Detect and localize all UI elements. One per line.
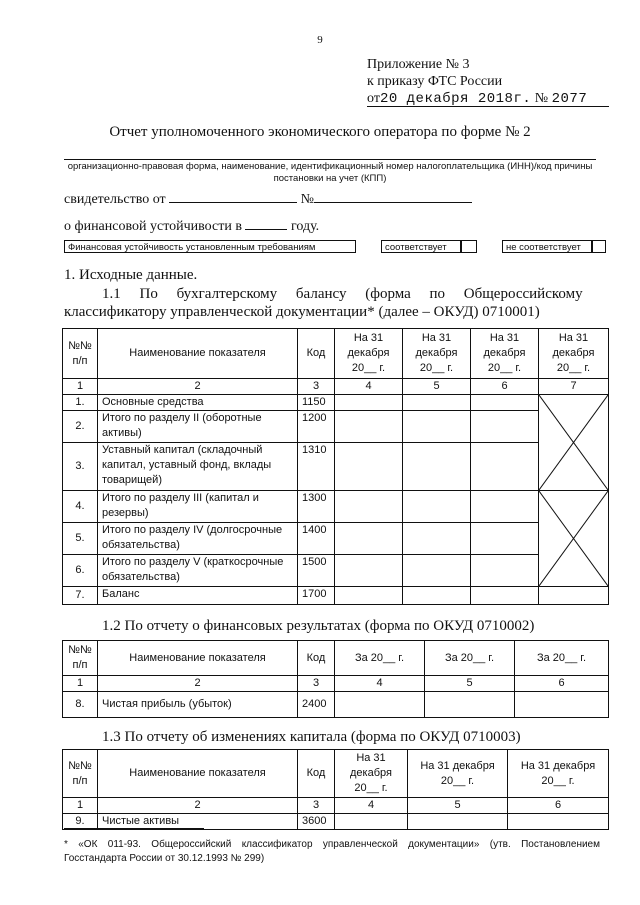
value-cell[interactable] <box>471 411 539 443</box>
option-yes-checkbox[interactable] <box>461 240 477 253</box>
stability-row <box>64 216 319 235</box>
index-cell: 2 <box>98 676 298 692</box>
date-prefix: от <box>367 91 380 106</box>
footnote-rule <box>64 828 204 829</box>
row-code: 3600 <box>298 814 335 830</box>
certificate-number-sign: № <box>300 192 314 207</box>
index-row <box>63 379 609 395</box>
value-cell[interactable] <box>403 443 471 491</box>
index-cell: 6 <box>471 379 539 395</box>
table-header-row <box>63 750 609 798</box>
section1-1-title-line1: 1.1 По бухгалтерскому балансу (форма по Общероссийскому <box>102 286 583 302</box>
row-num: 9. <box>63 814 98 830</box>
table-row <box>63 411 609 443</box>
header-col5: На 31 декабря 20__ г. <box>403 329 471 379</box>
report-title: Отчет уполномоченного экономического оператора по форме № 2 <box>109 124 531 140</box>
page-number: 9 <box>317 34 323 46</box>
table-row <box>63 587 609 605</box>
value-cell[interactable] <box>335 523 403 555</box>
index-cell: 4 <box>335 798 408 814</box>
value-cell[interactable] <box>335 555 403 587</box>
index-cell: 6 <box>508 798 609 814</box>
header-code: Код <box>298 329 335 379</box>
org-caption: организационно-правовая форма, наименование, идентификационный номер налогоплательщика (ИНН)/код причины постановки на учет (КПП) <box>67 161 593 184</box>
row-code: 1300 <box>298 491 335 523</box>
order-line-rule <box>367 106 609 107</box>
row-code: 1150 <box>298 395 335 411</box>
value-cell[interactable] <box>403 587 471 605</box>
value-cell[interactable] <box>408 814 508 830</box>
header-col4: На 31 декабря 20__ г. <box>335 750 408 798</box>
header-num: №№ п/п <box>63 329 98 379</box>
index-cell: 2 <box>98 379 298 395</box>
header-name: Наименование показателя <box>98 329 298 379</box>
option-yes-label: соответствует <box>381 240 461 253</box>
header-col4: На 31 декабря 20__ г. <box>335 329 403 379</box>
header-num: №№ п/п <box>63 750 98 798</box>
table-header-row <box>63 329 609 379</box>
value-cell[interactable] <box>335 692 425 718</box>
index-cell: 3 <box>298 676 335 692</box>
row-code: 1200 <box>298 411 335 443</box>
header-col7: На 31 декабря 20__ г. <box>539 329 609 379</box>
index-cell: 1 <box>63 798 98 814</box>
crossed-cell <box>539 491 609 587</box>
value-cell[interactable] <box>403 491 471 523</box>
value-cell[interactable] <box>471 491 539 523</box>
table-row <box>63 395 609 411</box>
index-cell: 5 <box>403 379 471 395</box>
certificate-row <box>64 189 472 208</box>
row-num: 7. <box>63 587 98 605</box>
value-cell[interactable] <box>471 523 539 555</box>
row-num: 6. <box>63 555 98 587</box>
index-cell: 7 <box>539 379 609 395</box>
value-cell[interactable] <box>425 692 515 718</box>
capital-changes-table <box>62 749 609 830</box>
value-cell[interactable] <box>403 395 471 411</box>
order-date: 20 декабря 2018г. <box>379 91 532 107</box>
cross-mark <box>539 491 608 586</box>
index-cell: 1 <box>63 676 98 692</box>
header-name: Наименование показателя <box>98 750 298 798</box>
value-cell[interactable] <box>403 411 471 443</box>
appendix-line2: к приказу ФТС России <box>367 74 503 89</box>
crossed-cell <box>539 395 609 491</box>
index-cell: 2 <box>98 798 298 814</box>
order-number-prefix: № <box>534 91 549 106</box>
header-col6: На 31 декабря 20__ г. <box>508 750 609 798</box>
index-cell: 1 <box>63 379 98 395</box>
row-code: 2400 <box>298 692 335 718</box>
index-cell: 5 <box>425 676 515 692</box>
table-row <box>63 443 609 491</box>
value-cell[interactable] <box>403 523 471 555</box>
header-col4: За 20__ г. <box>335 641 425 676</box>
row-num: 4. <box>63 491 98 523</box>
value-cell[interactable] <box>335 587 403 605</box>
header-col6: На 31 декабря 20__ г. <box>471 329 539 379</box>
row-num: 2. <box>63 411 98 443</box>
stability-check-label: Финансовая устойчивость установленным требованиям <box>64 240 356 253</box>
appendix-block <box>367 56 617 108</box>
appendix-line1: Приложение № 3 <box>367 57 470 72</box>
footnote: * «ОК 011-93. Общероссийский классификатор управленческой документации» (утв. Постановлением Госстандарта России от 30.12.1993 № 299) <box>64 839 600 864</box>
value-cell[interactable] <box>335 491 403 523</box>
stability-suffix: году. <box>290 219 320 234</box>
stability-year-field[interactable] <box>245 216 287 230</box>
section1-1-title-line2: классификатору управленческой документации* (далее – ОКУД) 0710001) <box>64 304 540 320</box>
row-name: Итого по разделу II (оборотные активы) <box>98 411 298 443</box>
row-code: 1700 <box>298 587 335 605</box>
row-name: Чистые активы <box>98 814 298 830</box>
value-cell[interactable] <box>471 443 539 491</box>
value-cell[interactable] <box>471 587 539 605</box>
row-name: Уставный капитал (складочный капитал, уставный фонд, вклады товарищей) <box>98 443 298 491</box>
index-cell: 6 <box>515 676 609 692</box>
stability-prefix: о финансовой устойчивости в <box>64 219 242 234</box>
financial-results-table <box>62 640 609 718</box>
header-col5: На 31 декабря 20__ г. <box>408 750 508 798</box>
table-row <box>63 555 609 587</box>
header-col5: За 20__ г. <box>425 641 515 676</box>
value-cell[interactable] <box>539 587 609 605</box>
table-row <box>63 523 609 555</box>
certificate-date-field[interactable] <box>169 189 297 203</box>
row-name: Итого по разделу IV (долгосрочные обязательства) <box>98 523 298 555</box>
value-cell[interactable] <box>508 814 609 830</box>
index-row <box>63 798 609 814</box>
cross-mark <box>539 395 608 490</box>
header-name: Наименование показателя <box>98 641 298 676</box>
value-cell[interactable] <box>335 443 403 491</box>
row-num: 8. <box>63 692 98 718</box>
index-cell: 5 <box>408 798 508 814</box>
value-cell[interactable] <box>515 692 609 718</box>
option-no-checkbox[interactable] <box>592 240 606 253</box>
header-code: Код <box>298 641 335 676</box>
value-cell[interactable] <box>471 555 539 587</box>
index-row <box>63 676 609 692</box>
section1-title: 1. Исходные данные. <box>64 267 198 283</box>
table-row <box>63 692 609 718</box>
table-row <box>63 491 609 523</box>
value-cell[interactable] <box>403 555 471 587</box>
section1-2-title: 1.2 По отчету о финансовых результатах (форма по ОКУД 0710002) <box>102 618 535 634</box>
row-name: Баланс <box>98 587 298 605</box>
row-name: Чистая прибыль (убыток) <box>98 692 298 718</box>
org-input-line[interactable] <box>64 159 596 160</box>
index-cell: 3 <box>298 798 335 814</box>
row-code: 1310 <box>298 443 335 491</box>
header-num: №№ п/п <box>63 641 98 676</box>
section1-3-title: 1.3 По отчету об изменениях капитала (форма по ОКУД 0710003) <box>102 729 521 745</box>
row-name: Итого по разделу V (краткосрочные обязательства) <box>98 555 298 587</box>
row-num: 1. <box>63 395 98 411</box>
row-num: 5. <box>63 523 98 555</box>
balance-table <box>62 328 609 605</box>
index-cell: 4 <box>335 676 425 692</box>
certificate-label: свидетельство от <box>64 192 166 207</box>
value-cell[interactable] <box>471 395 539 411</box>
row-name: Основные средства <box>98 395 298 411</box>
header-col6: За 20__ г. <box>515 641 609 676</box>
index-cell: 4 <box>335 379 403 395</box>
row-code: 1500 <box>298 555 335 587</box>
certificate-number-field[interactable] <box>314 189 472 203</box>
order-number: 2077 <box>551 91 588 107</box>
value-cell[interactable] <box>335 411 403 443</box>
row-num: 3. <box>63 443 98 491</box>
row-code: 1400 <box>298 523 335 555</box>
table-header-row <box>63 641 609 676</box>
header-code: Код <box>298 750 335 798</box>
row-name: Итого по разделу III (капитал и резервы) <box>98 491 298 523</box>
index-cell: 3 <box>298 379 335 395</box>
option-no-label: не соответствует <box>502 240 592 253</box>
value-cell[interactable] <box>335 395 403 411</box>
value-cell[interactable] <box>335 814 408 830</box>
